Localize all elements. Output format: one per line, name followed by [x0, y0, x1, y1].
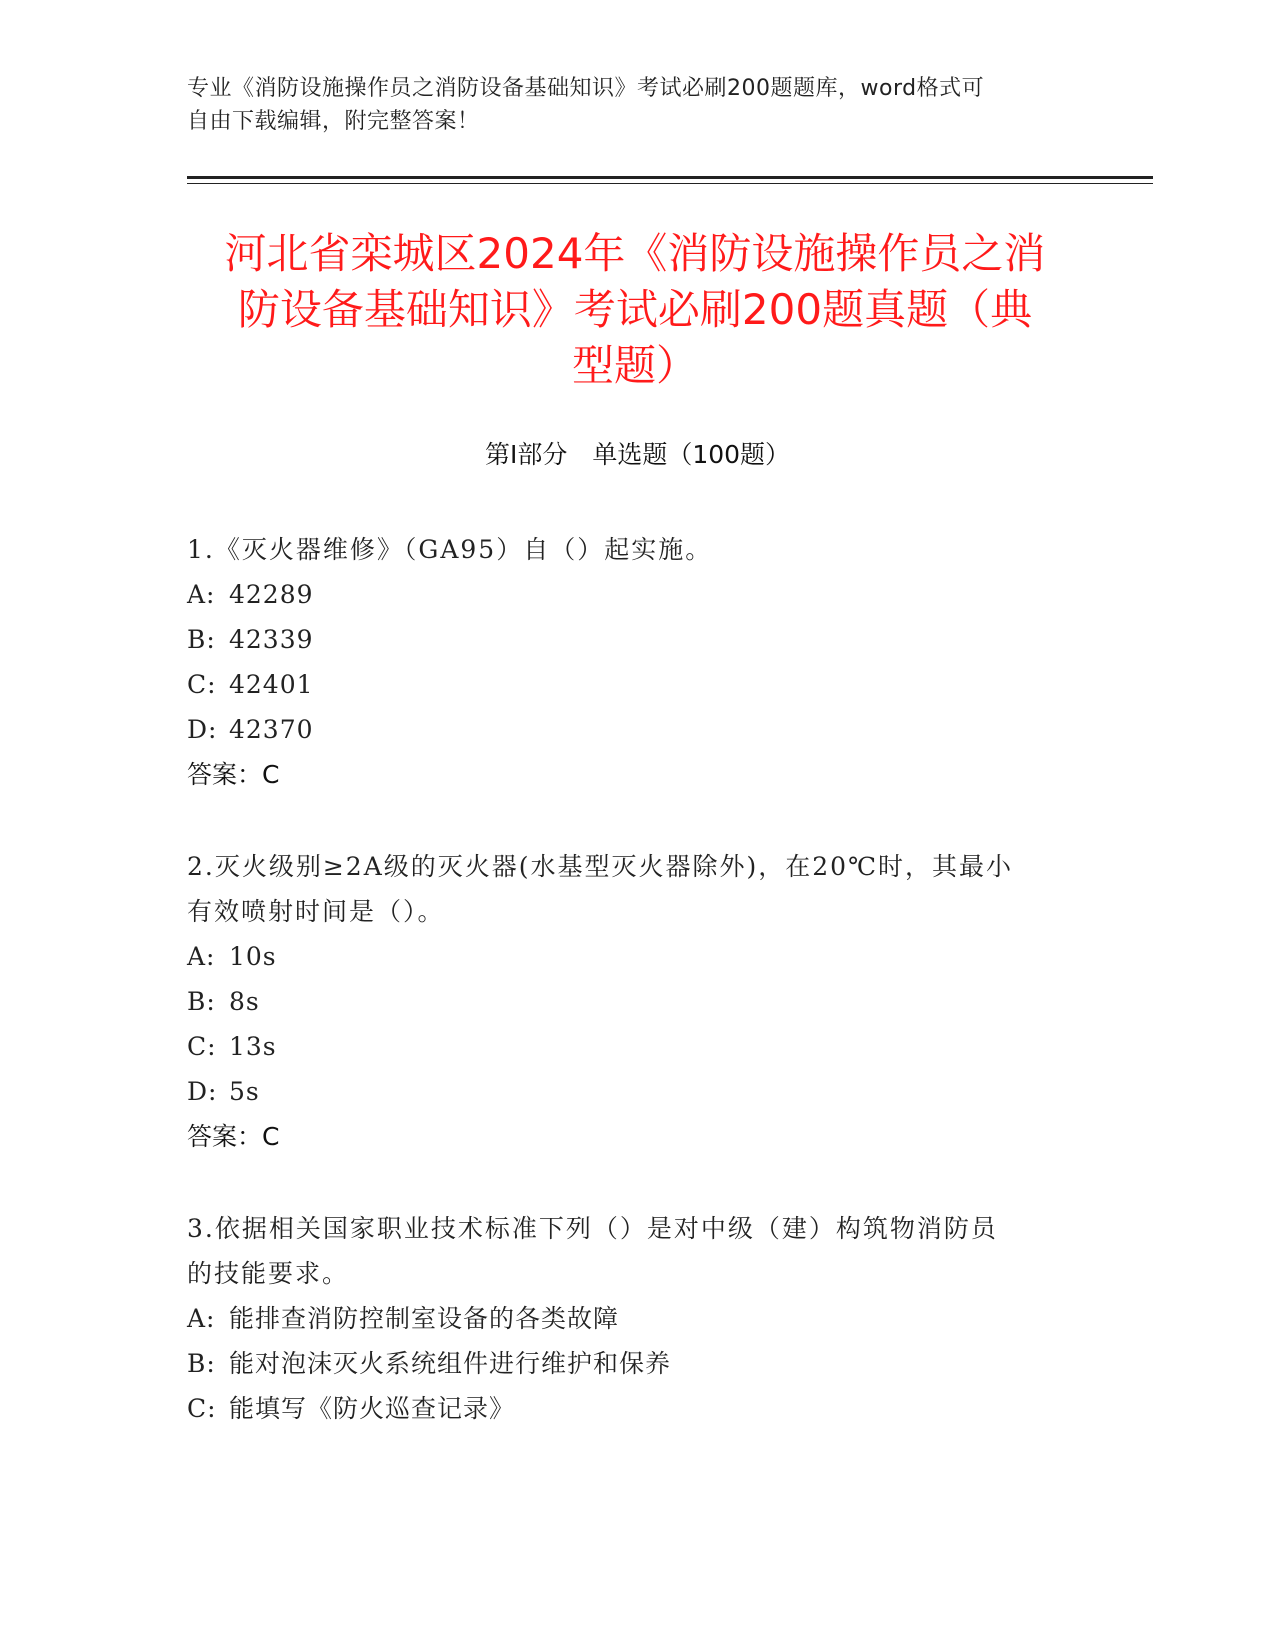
question-3 [187, 1206, 1087, 1431]
section-title: 第Ⅰ部分 单选题（100题） [484, 440, 791, 469]
option-text: 42339 [229, 625, 314, 654]
option-a [187, 1296, 1087, 1341]
question-stem [187, 527, 1087, 572]
option-letter: C: [187, 1032, 217, 1061]
option-b [187, 1341, 1087, 1386]
document-title-line-3: 型题） [571, 341, 698, 390]
option-letter: D: [187, 1077, 218, 1106]
option-text: 5s [229, 1077, 260, 1106]
option-letter: C: [187, 670, 217, 699]
header-note [187, 72, 1067, 138]
question-stem-line: 有效喷射时间是（）。 [187, 897, 445, 926]
document-title [160, 226, 1110, 394]
option-letter: B: [187, 987, 216, 1016]
option-text: 42401 [229, 670, 314, 699]
option-a [187, 572, 1087, 617]
header-divider-thin [187, 183, 1153, 184]
option-d [187, 1069, 1087, 1114]
option-text: 8s [229, 987, 260, 1016]
answer: 答案：C [187, 1122, 280, 1151]
header-note-line-2: 自由下载编辑，附完整答案！ [187, 109, 480, 134]
option-a [187, 934, 1087, 979]
option-b [187, 979, 1087, 1024]
document-title-line-1: 河北省栾城区2024年《消防设施操作员之消 [224, 229, 1046, 278]
question-stem-line: 1.《灭火器维修》（GA95）自（）起实施。 [187, 535, 713, 564]
answer: 答案：C [187, 760, 280, 789]
document-title-line-2: 防设备基础知识》考试必刷200题真题（典 [237, 285, 1033, 334]
question-stem-line: 的技能要求。 [187, 1259, 350, 1288]
option-letter: A: [187, 580, 216, 609]
option-letter: D: [187, 715, 218, 744]
option-text: 能排查消防控制室设备的各类故障 [229, 1304, 620, 1333]
question-stem [187, 844, 1087, 934]
option-text: 能填写《防火巡查记录》 [229, 1394, 516, 1423]
question-1 [187, 527, 1087, 797]
option-text: 42289 [229, 580, 314, 609]
option-d [187, 707, 1087, 752]
question-stem [187, 1206, 1087, 1296]
option-letter: A: [187, 942, 216, 971]
option-c [187, 662, 1087, 707]
header-note-line-1: 专业《消防设施操作员之消防设备基础知识》考试必刷200题题库，word格式可 [187, 76, 985, 101]
option-text: 能对泡沫灭火系统组件进行维护和保养 [229, 1349, 672, 1378]
option-letter: A: [187, 1304, 216, 1333]
question-stem-line: 3.依据相关国家职业技术标准下列（）是对中级（建）构筑物消防员 [187, 1214, 998, 1243]
option-c [187, 1024, 1087, 1069]
option-letter: B: [187, 1349, 216, 1378]
option-letter: C: [187, 1394, 217, 1423]
option-c [187, 1386, 1087, 1431]
option-text: 13s [229, 1032, 277, 1061]
header-divider-thick [187, 176, 1153, 179]
question-stem-line: 2.灭火级别≥2A级的灭火器(水基型灭火器除外)，在20℃时，其最小 [187, 852, 1014, 881]
question-2 [187, 844, 1087, 1159]
option-text: 10s [229, 942, 277, 971]
option-text: 42370 [229, 715, 314, 744]
option-b [187, 617, 1087, 662]
option-letter: B: [187, 625, 216, 654]
